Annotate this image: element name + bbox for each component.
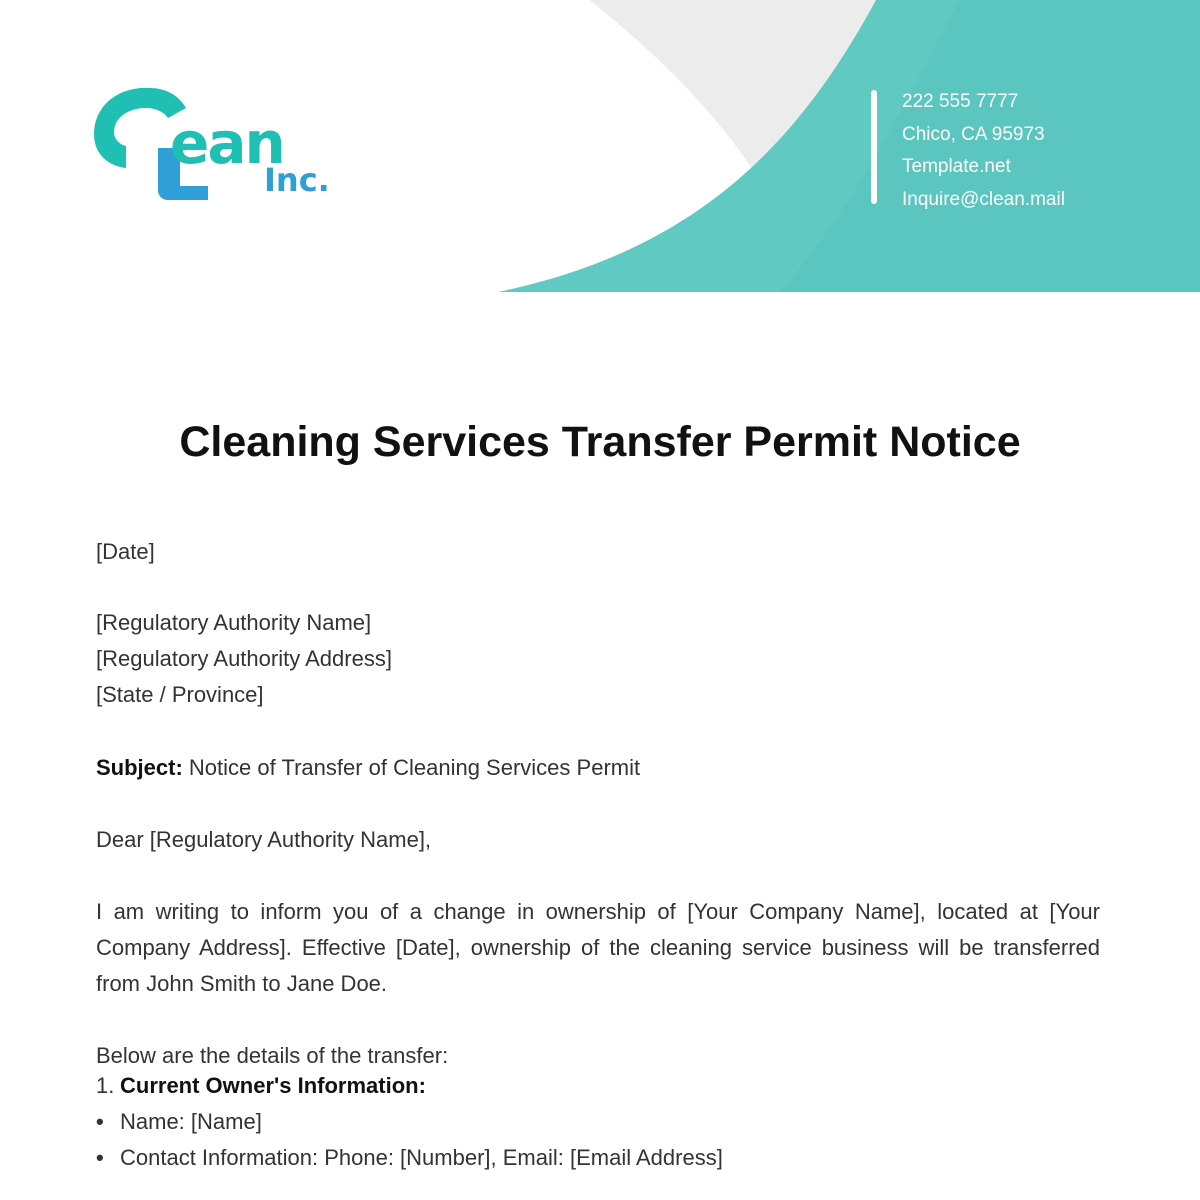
contact-phone: 222 555 7777: [902, 91, 1019, 112]
salutation: Dear [Regulatory Authority Name],: [96, 827, 432, 852]
contact-email: Inquire@clean.mail: [902, 188, 1065, 210]
subject-line: [96, 750, 1100, 786]
logo-subtext: Inc.: [264, 161, 330, 199]
recipient-address: [Regulatory Authority Address]: [96, 646, 392, 671]
date-block: [96, 534, 1100, 570]
list-item: • Name: [Name]: [96, 1104, 1100, 1140]
contact-website: Template.net: [902, 156, 1011, 177]
recipient-name: [Regulatory Authority Name]: [96, 610, 372, 635]
recipient-state: [State / Province]: [96, 682, 264, 707]
details-block: [96, 1038, 1100, 1176]
subject-text: Notice of Transfer of Cleaning Services Permit: [182, 755, 641, 780]
section-1-number: 1.: [96, 1073, 115, 1098]
contact-divider: [871, 90, 877, 204]
paragraph-1: I am writing to inform you of a change in ownership of [Your Company Name], located at [Your Company Address]. Effective [Date], ownership of the cleaning service business will be transferred from John Smith to Jane Doe.: [96, 899, 1100, 996]
subject-label: Subject:: [96, 755, 183, 780]
subject-block: [96, 750, 1100, 786]
logo-wordmark-visible: ean: [170, 109, 284, 177]
salutation-block: [96, 822, 1100, 858]
company-logo: [88, 78, 348, 218]
section-1-heading-line: [96, 1068, 1100, 1104]
contact-block: [902, 86, 1065, 216]
document-title: Cleaning Services Transfer Permit Notice: [179, 418, 1021, 466]
contact-address: Chico, CA 95973: [902, 123, 1045, 145]
date-line: [Date]: [96, 539, 155, 564]
recipient-block: [96, 605, 1100, 713]
details-intro: Below are the details of the transfer:: [96, 1043, 449, 1068]
section-1-heading: Current Owner's Information:: [120, 1073, 426, 1098]
paragraph-block: [96, 894, 1100, 1002]
list-item: • Contact Information: Phone: [Number], Email: [Email Address]: [96, 1140, 1100, 1176]
